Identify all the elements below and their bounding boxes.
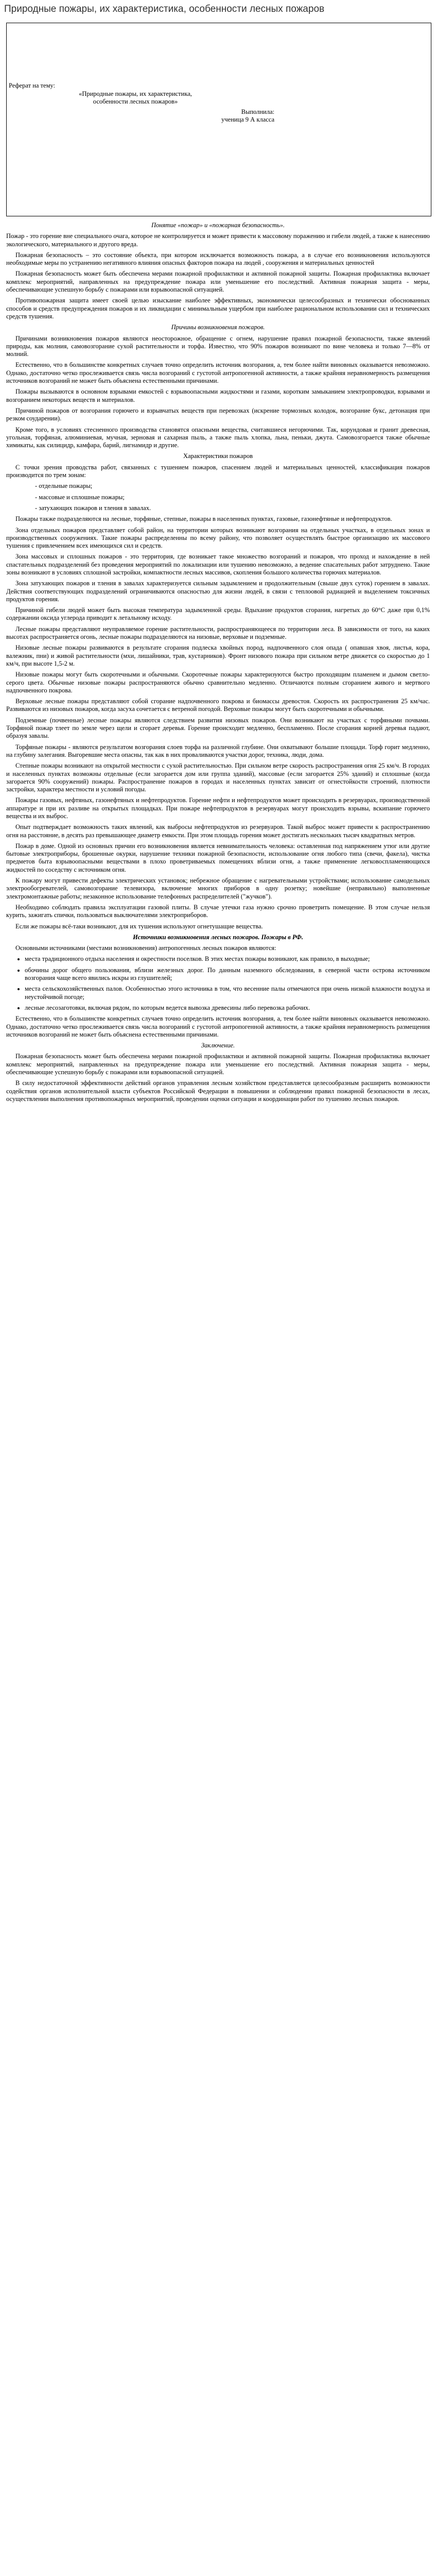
paragraph: Естественно, что в большинстве конкретных случаев точно определить источник возгорания, а, тем более найти виновных оказывается невозможно. Однако, достаточно четко прослеживается связь числа возгораний с густотой антропогенной активности, а также крайняя неравномерность размещения источников возгораний не может быть объяснена естественными причинами. xyxy=(6,361,430,385)
paragraph: Торфяные пожары - являются результатом возгорания слоев торфа на различной глубине. Они охватывают большие площади. Торф горит медленно, на глубину залегания. Выгоревшие места опасны, так как в них проваливаются участки дорог, техника, люди, дома. xyxy=(6,743,430,758)
paragraph: Зона массовых и сплошных пожаров - это территория, где возникает такое множество возгораний и пожаров, что проход и нахождение в ней спастательных подразделений без проведения мероприятий по локализации или тушению невозможно, а ведение спасательных работ затруднено. Такие зоны возникают в условиях сплошной застройки, компактности лесных массивов, скопления большого количества горючих материалов. xyxy=(6,553,430,576)
page xyxy=(0,0,436,1116)
paragraph: Пожарная безопасность – это состояние объекта, при котором исключается возможность пожара, а в случае его возникновения используются необходимые меры по устранению негативного влияния опасных факторов пожара на людей , сооружения и материальных ценностей xyxy=(6,251,430,267)
list-item: - затухающих пожаров и тления в завалах. xyxy=(35,504,430,512)
list-item: • лесные лесозаготовки, включая рядом, по которым ведется вывозка древесины либо перевозка рабочих. xyxy=(25,1004,430,1012)
section-heading: Причины возникновения пожаров. xyxy=(171,324,265,331)
list-item: • места традиционного отдыха населения и окрестности поселков. В этих местах пожары возникают, как правило, в выходные; xyxy=(25,955,430,963)
paragraph: Кроме того, в условиях стесненного производства становятся опасными вещества, считавшиеся негорючими. Так, корундовая и гранит древесная, угольная, торфяная, алюминиевая, мучная, зерновая и сахарная пыль, а также пыль хлопка, льна, пеньки, джута. Самовозгорается также обычные химикаты, как силицидр, камфара, барий, лигнамидр и другие. xyxy=(6,426,430,449)
paragraph: В силу недостаточной эффективности действий органов управления лесным хозяйством представляется целесообразным расширить возможности содействия органов исполнительной власти субъектов Российской Федерации в повышении и соблюдении правил пожарной безопасности в лесах, осуществлении выполнения противопожарных мероприятий, проведении оценки ситуации и координации работ по тушению лесных пожаров. xyxy=(6,1079,430,1103)
paragraph: Пожары вызываются в основном взрывами емкостей с взрывоопасными жидкостями и газами, коротким замыканием электропроводки, взрывами и возгоранием некоторых веществ и материалов. xyxy=(6,388,430,403)
paragraph: Низовые лесные пожары развиваются в результате сгорания подлеска хвойных пород, надпочвенного слоя опада ( опавшая хвоя, листья, кора, валежник, пни) и живой растительности (мхи, лишайники, трав, кустарников). Фронт низового пожара при сильном ветре движется со скоростью до 1 км/ч, при высоте 1,5-2 м. xyxy=(6,644,430,667)
paragraph: Верховые лесные пожары представляют собой сгорание надпочвенного покрова и биомассы древостоя. Скорость их распространения 25 км/час. Развиваются из низовых пожаров, когда засуха сочетается с ветреной погодой. Верховые пожары могут быть скоротечными и обычными. xyxy=(6,698,430,713)
cover-theme-line: особенности лесных пожаров» xyxy=(93,98,178,105)
section-heading: Источники возникновения лесных пожаров. Пожары в РФ. xyxy=(133,933,303,941)
list-item: - отдельные пожары; xyxy=(35,482,430,490)
cover-performer-class: ученица 9 А класса xyxy=(221,116,274,123)
paragraph: Противопожарная защита имеет своей целью изыскание наиболее эффективных, экономически целесообразных и технически обоснованных способов и средств предупреждения пожаров и их ликвидации с минимальным ущербом при наиболее рациональном использовании сил и технических средств тушения. xyxy=(6,297,430,320)
paragraph: Естественно, что в большинстве конкретных случаев точно определить источник возгорания, а, тем более найти виновных оказывается невозможно. Однако, достаточно четко прослеживается связь числа возгораний с густотой антропогенной активности, а также крайняя неравномерность размещения источников возгораний не может быть объяснена естественными причинами. xyxy=(6,1015,430,1038)
paragraph: Пожарная безопасность может быть обеспечена мерами пожарной профилактики и активной пожарной защиты. Пожарная профилактика включает комплекс мероприятий, направленных на предупреждение пожара или уменьшение его последствий. Активная пожарная защита - меры, обеспечивающие успешную борьбу с пожарами или взрывоопасной ситуацией. xyxy=(6,270,430,294)
cover-referat-label: Реферат на тему: xyxy=(9,82,56,89)
cover-theme-line: «Природные пожары, их характеристика, xyxy=(79,90,192,97)
paragraph: Пожары газовых, нефтяных, газонефтяных и нефтепродуктов. Горение нефти и нефтепродуктов может происходить в резервуарах, производственной аппаратуре и при их разливе на открытых площадках. При пожаре нефтепродуктов в резервуарах могут происходить взрывы, вскипание горючего вещества и их выброс. xyxy=(6,796,430,820)
paragraph: Если же пожары всё-таки возникают, для их тушения используют огнетушащие вещества. xyxy=(15,922,263,930)
page-title: Природные пожары, их характеристика, особенности лесных пожаров xyxy=(4,4,325,14)
document-body xyxy=(4,222,432,1103)
paragraph: С точки зрения проводства работ, связанных с тушением пожаров, спасением людей и материальных ценностей, классификация пожаров производится по трем зонам: xyxy=(6,463,430,479)
section-heading: Заключение. xyxy=(201,1042,235,1049)
paragraph: Зона затухающих пожаров и тления в завалах характеризуется сильным задымлением и продолжительным (свыше двух суток) горением в завалах. Действия соответствующих подразделений ограничиваются опасностью для жизни людей, в связи с теплоовой радиацией и выделением токсичных продуктов горения. xyxy=(6,580,430,603)
list-item: • обочины дорог общего пользования, вблизи железных дорог. По данным наземного обследования, в северной части острова источником возгорания чаще всего явились искры из глушителей; xyxy=(25,967,430,982)
paragraph: Опыт подтверждает возможность таких явлений, как выбросы нефтепродуктов из резервуаров. Такой выброс может привести к распространению огня на расстояние, в десять раз превышающее диаметр емкости. При этом площадь горения может достигать нескольких тысяч квадратных метров. xyxy=(6,823,430,839)
paragraph: Причиной гибели людей может быть высокая температура задымленной среды. Вдыхание продуктов сгорания, нагретых до 60°С даже при 0,1% содержании оксида углерода приводит к летальному исходу. xyxy=(6,606,430,622)
paragraph: Пожары также подразделяются на лесные, торфяные, степные, пожары в населенных пунктах, газовые, газонефтяные и нефтепродуктов. xyxy=(15,515,392,523)
paragraph: Лесные пожары представляют неуправляемое горение растительности, распространяющееся по территории леса. В зависимости от того, на каких высотах распространяется огонь, лесные пожары подразделяются на низовые, верховые и подземные. xyxy=(6,625,430,641)
paragraph: Пожар в доме. Одной из основных причин его возникновения является невнимательность человека: оставленная под напряжением утюг или другие бытовые электроприборы, брошенные окурки, нарушение техники пожарной безопасности, использование огня любого типа (свечи, факела), чистка предметов быта взрывоопасными веществами в плохо проветриваемых помещениях вблизи огня, а также применение легковоспламеняющихся жидкостей по соседству с источником огня. xyxy=(6,842,430,873)
list-item: - массовые и сплошные пожары; xyxy=(35,494,430,501)
zones-list xyxy=(6,482,430,512)
paragraph: Основными источниками (местами возникновения) антропогенных лесных пожаров являются: xyxy=(15,944,276,952)
cover-performer-label: Выполнила: xyxy=(241,108,274,115)
paragraph: Подземные (почвенные) лесные пожары являются следствием развития низовых пожаров. Они возникают на участках с торфяными почвами. Торфяной пожар тлеет по земле через щели и сгорает деревья. Горение происходит медленно, беспламенно. После сгорания корней деревья падают, образуя завалы. xyxy=(6,716,430,740)
paragraph: Причинами возникновения пожаров являются неосторожное, обращение с огнем, нарушение правил пожарной безопасности, также явлений природы, как молния, самовозгорание сухой растительности и торфа. Известно, что 90% пожаров возникают по вине человека и только 7—8% от молний. xyxy=(6,334,430,358)
paragraph: Низовые пожары могут быть скоротечными и обычными. Скоротечные пожары характеризуются быстро проходящим пламенем и дымом светло-серого цвета. Обычные низовые пожары распространяются обычно сравнительно медленно. Отличаются полным сгоранием живого и мертвого надпочвенного покрова. xyxy=(6,671,430,694)
paragraph: К пожару могут привести дефекты электрических установок; небрежное обращение с нагревательными устройствами; использование самодельных электрообогревателей, самовозгорание телевизора, включение многих приборов в одну розетку; новейшие (неправильно) выполненные электромонтажные работы; незаконное использование телефонных распределителей ("жучков"). xyxy=(6,877,430,900)
paragraph: Степные пожары возникают на открытой местности с сухой растительностью. При сильном ветре скорость распространения огня 25 км/ч. В городах и населенных пунктах возможны отдельные (если загорается дом или группа зданий), массовые (если загорается 25% зданий) и сплошные (когда загорается 90% сооружений) пожары. Распространение пожаров в городах и населенных пунктах зависит от огнестойкости строений, плотности застройки, характера местности и условий погоды. xyxy=(6,762,430,793)
section-heading: Понятие «пожар» и «пожарная безопасность». xyxy=(151,222,285,229)
cover-theme xyxy=(58,90,213,106)
cover-performer xyxy=(213,108,274,124)
sources-list xyxy=(6,955,430,1012)
paragraph: Необходимо соблюдать правила эксплуатации газовой плиты. В случае утечки газа нужно срочно проветрить помещение. В этом случае нельзя курить, зажигать спички, пользоваться выключателями электроприборов. xyxy=(6,903,430,919)
list-item: • места сельскохозяйственных палов. Особенностью этого источника в том, что весенние палы отмечаются при очень низкой влажности воздуха и неустойчивой погоде; xyxy=(25,985,430,1001)
paragraph: Причиной пожаров от возгорания горючего и взрывчатых веществ при перевозках (искрение тормозных колодок, возгорание букс, детонация при резком соударении). xyxy=(6,406,430,422)
paragraph: Пожар - это горение вне специального очага, которое не контролируется и может привести к массовому поражению и гибели людей, а также к нанесению экологического, материального и другого вреда. xyxy=(6,232,430,248)
title-page-frame xyxy=(6,23,431,216)
paragraph: Зона отдельных пожаров представляет собой район, на территории которых возникают возгорания на отдельных участках, в отдельных зонах и производственных сооружениях. Такие пожары распределенны по всему району, что позволяет осуществлять быстрое организацию их массового тушения с привлечением всех имеющихся сил и средств. xyxy=(6,526,430,550)
paragraph: Пожарная безопасность может быть обеспечена мерами пожарной профилактики и активной пожарной защиты. Пожарная профилактика включает комплекс мероприятий, направленных на предупреждение пожара или уменьшение его последствий. Активная пожарная защита - меры, обеспечивающие успешную борьбу с пожарами или взрывоопасной ситуацией. xyxy=(6,1053,430,1076)
section-heading: Характеристики пожаров xyxy=(183,452,253,460)
